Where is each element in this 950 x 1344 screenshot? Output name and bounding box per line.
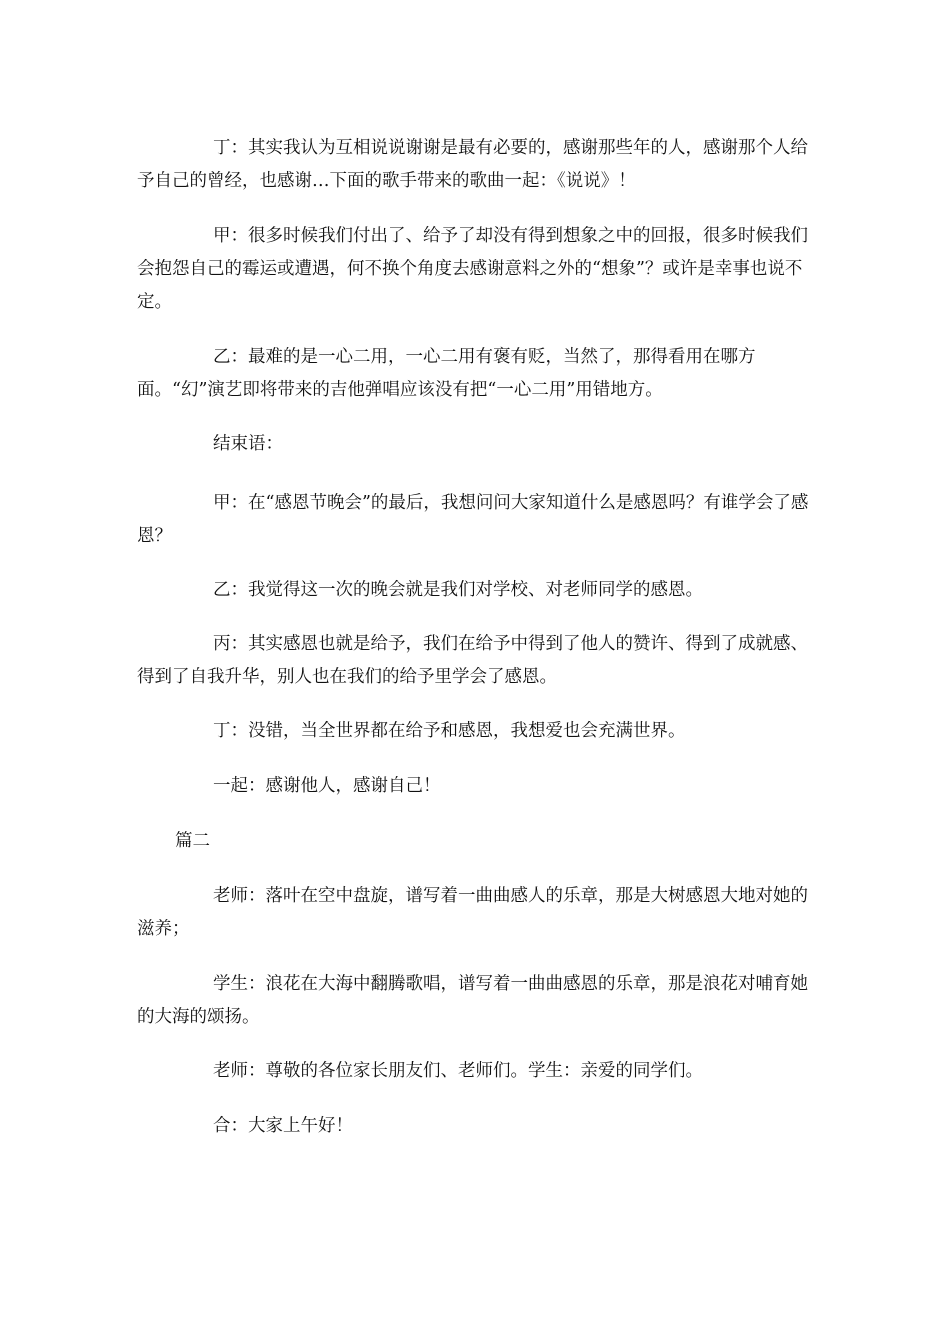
closing-remarks-label: 结束语： (213, 434, 283, 454)
paragraph-ding-thanks: 丁：其实我认为互相说说谢谢是最有必要的，感谢那些年的人，感谢那个人给予自己的曾经，也感谢…下面的歌手带来的歌曲一起：《说说》！ (137, 138, 808, 191)
paragraph-greetings: 老师：尊敬的各位家长朋友们、老师们。学生：亲爱的同学们。 (213, 1061, 703, 1081)
paragraph-yi-gala-gratitude: 乙：我觉得这一次的晚会就是我们对学校、对老师同学的感恩。 (213, 580, 703, 600)
paragraph-jia-gratitude-question: 甲：在“感恩节晚会”的最后，我想问问大家知道什么是感恩吗？有谁学会了感恩？ (137, 493, 809, 546)
paragraph-jia-giving: 甲：很多时候我们付出了、给予了却没有得到想象之中的回报，很多时候我们会抱怨自己的霉运或遭遇，何不换个角度去感谢意料之外的“想象”？或许是幸事也说不定。 (137, 226, 808, 312)
paragraph-bing-giving: 丙：其实感恩也就是给予，我们在给予中得到了他人的赞许、得到了成就感、得到了自我升华，别人也在我们的给予里学会了感恩。 (137, 634, 808, 687)
paragraph-yi-two-minds: 乙：最难的是一心二用，一心二用有褒有贬，当然了，那得看用在哪方面。“幻”演艺即将带来的吉他弹唱应该没有把“一心二用”用错地方。 (137, 347, 756, 400)
paragraph-ding-world-love: 丁：没错，当全世界都在给予和感恩，我想爱也会充满世界。 (213, 721, 686, 741)
paragraph-together-thanks: 一起：感谢他人，感谢自己！ (213, 776, 441, 796)
paragraph-good-morning: 合：大家上午好！ (213, 1116, 353, 1136)
paragraph-teacher-leaves: 老师：落叶在空中盘旋，谱写着一曲曲感人的乐章，那是大树感恩大地对她的滋养； (137, 886, 808, 939)
paragraph-student-waves: 学生：浪花在大海中翻腾歌唱，谱写着一曲曲感恩的乐章，那是浪花对哺育她的大海的颂扬。 (137, 974, 808, 1027)
section-title: 篇二 (175, 831, 210, 851)
